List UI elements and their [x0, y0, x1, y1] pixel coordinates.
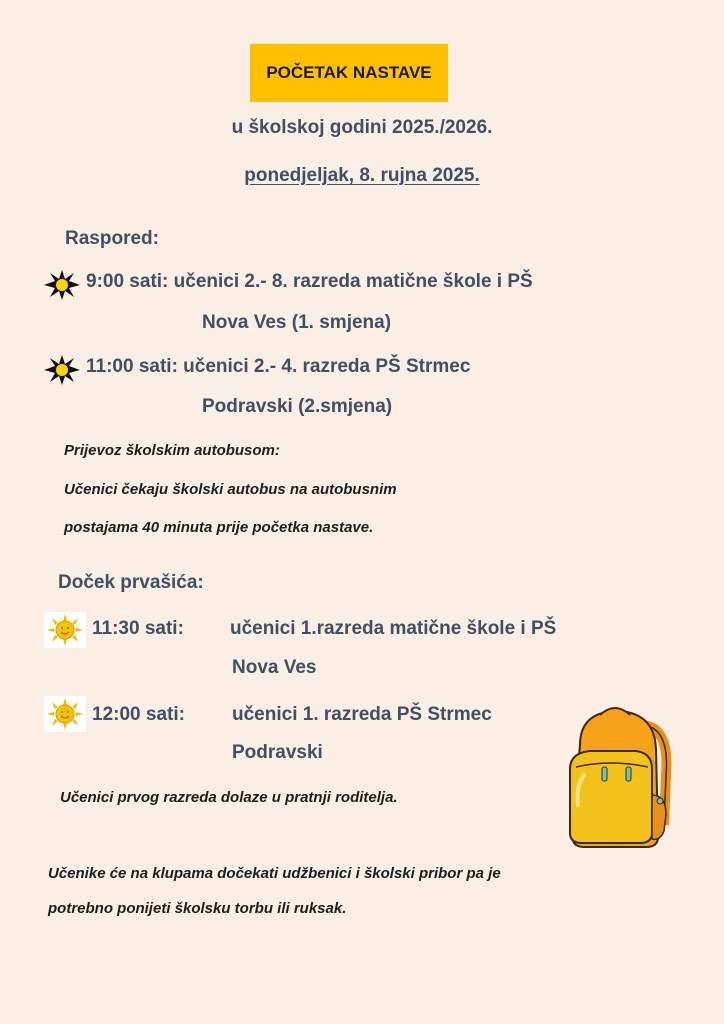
footer-text-2: potrebno ponijeti školsku torbu ili ruksak.	[48, 900, 347, 917]
first-grade-note: Učenici prvog razreda dolaze u pratnji roditelja.	[60, 789, 398, 806]
welcome-item-2-time: 12:00 sati:	[92, 704, 185, 725]
schedule-heading: Raspored:	[65, 228, 159, 249]
welcome-item-1-line1: učenici 1.razreda matične škole i PŠ	[230, 618, 557, 639]
starburst-icon	[44, 270, 80, 300]
schedule-item-1-line2: Nova Ves (1. smjena)	[202, 312, 392, 333]
school-year: u školskoj godini 2025./2026.	[231, 117, 493, 138]
transport-text-1: Učenici čekaju školski autobus na autobusnim	[64, 481, 397, 498]
welcome-item-2-line1: učenici 1. razreda PŠ Strmec	[232, 704, 492, 725]
starburst-icon	[44, 355, 80, 385]
welcome-item-1-time: 11:30 sati:	[92, 618, 184, 639]
footer-text-1: Učenike će na klupama dočekati udžbenici i školski pribor pa je	[48, 865, 501, 882]
schedule-item-2-line2: Podravski (2.smjena)	[202, 396, 393, 417]
start-date-text: ponedjeljak, 8. rujna 2025.	[244, 165, 480, 186]
sun-icon	[44, 696, 86, 732]
schedule-item-1-line1: 9:00 sati: učenici 2.- 8. razreda matične škole i PŠ	[86, 271, 533, 292]
welcome-item-1-line2: Nova Ves	[232, 657, 317, 678]
welcome-heading: Doček prvašića:	[58, 572, 204, 593]
transport-text-2: postajama 40 minuta prije početka nastave.	[64, 519, 374, 536]
start-date	[0, 165, 724, 187]
page-title: POČETAK NASTAVE	[266, 63, 432, 82]
backpack-icon	[560, 705, 675, 855]
sun-icon	[44, 612, 86, 648]
transport-heading: Prijevoz školskim autobusom:	[64, 442, 280, 459]
schedule-item-2-line1: 11:00 sati: učenici 2.- 4. razreda PŠ Strmec	[86, 356, 471, 377]
welcome-item-2-line2: Podravski	[232, 742, 323, 763]
title-box	[250, 44, 448, 102]
